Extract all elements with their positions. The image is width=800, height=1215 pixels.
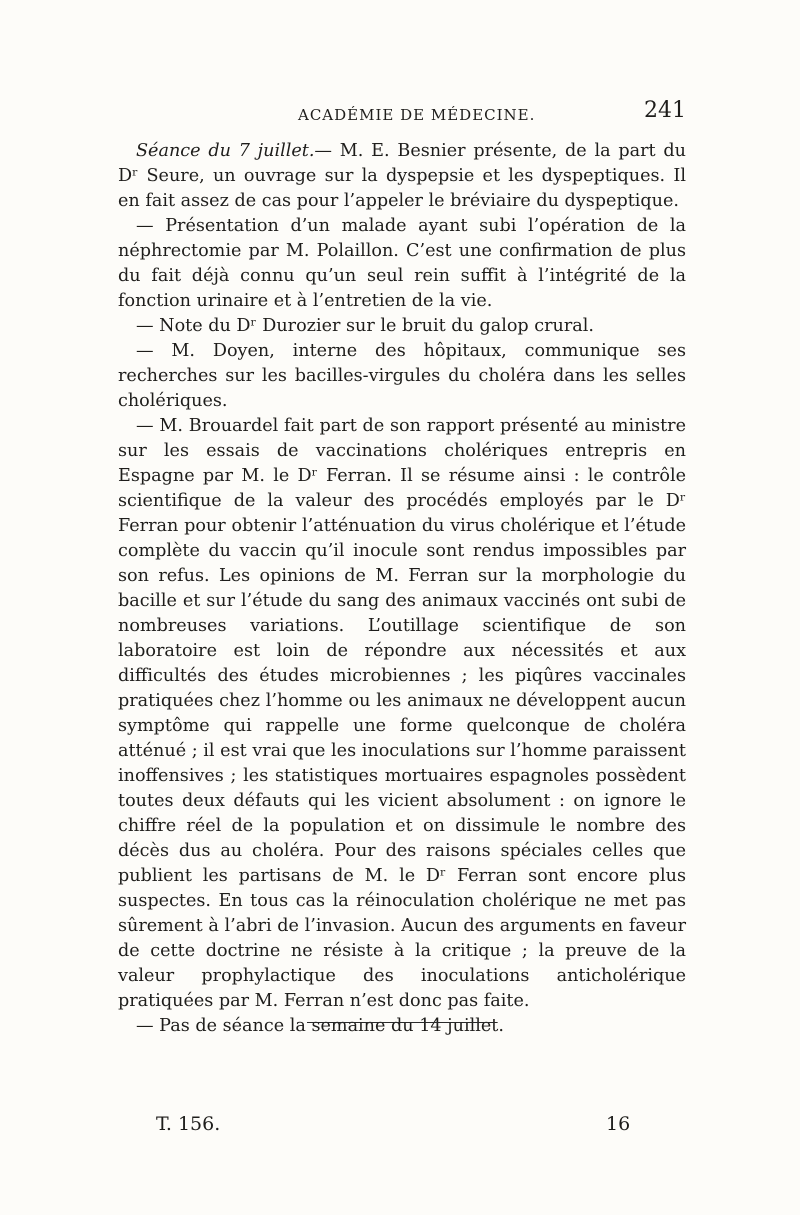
session-date-label: Séance du 7 juillet. [136,141,315,161]
paragraph-seance-text: — M. E. Besnier présente, de la part du Dʳ Seure, un ouvrage sur la dyspepsie et les dyspeptiques. Il en fait assez de cas pour l’appeler le bréviaire du dyspeptique. [118,141,686,211]
sheet-number: 16 [606,1113,631,1135]
paragraph-durozier: — Note du Dʳ Durozier sur le bruit du galop crural. [136,316,595,336]
paragraph-seance [118,139,686,214]
page-header [118,98,686,128]
paragraph-doyen: — M. Doyen, interne des hôpitaux, communique ses recherches sur les bacilles-virgules du choléra dans les selles cholériques. [118,341,686,411]
paragraph-brouardel: — M. Brouardel fait part de son rapport présenté au ministre sur les essais de vaccinations cholériques entrepris en Espagne par M. le Dʳ Ferran. Il se résume ainsi : le contrôle scientifique de la valeur des procédés employés par le Dʳ Ferran pour obtenir l’atténuation du virus cholérique et l’étude complète du vaccin qu’il inocule sont rendus impossibles par son refus. Les opinions de M. Ferran sur la morphologie du bacille et sur l’étude du sang des animaux vaccinés ont subi de nombreuses variations. L’outillage scientifique de son laboratoire est loin de répondre aux nécessités et aux difficultés des études microbiennes ; les piqûres vaccinales pratiquées chez l’homme ou les animaux ne développent aucun symptôme qui rappelle une forme quelconque de choléra atténué ; il est vrai que les inoculations sur l’homme paraissent inoffensives ; les statistiques mortuaires espagnoles possèdent toutes deux défauts qui les vicient absolument : on ignore le chiffre réel de la population et on dissimule le nombre des décès dus au choléra. Pour des raisons spéciales celles que publient les partisans de M. le Dʳ Ferran sont encore plus suspectes. En tous cas la réinoculation cholérique ne met pas sûrement à l’abri de l’invasion. Aucun des arguments en faveur de cette doctrine ne résiste à la critique ; la preuve de la valeur prophylactique des inoculations anticholérique pratiquées par M. Ferran n’est donc pas faite. [118,416,686,1011]
signature-mark: T. 156. [156,1113,221,1135]
paragraph-nephrectomie: — Présentation d’un malade ayant subi l’opération de la néphrectomie par M. Polaillon. C’est une confirmation de plus du fait déjà connu qu’un seul rein suffit à l’intégrité de la fonction urinaire et à l’entretien de la vie. [118,216,686,311]
running-title: ACADÉMIE DE MÉDECINE. [298,106,536,124]
page-number: 241 [644,98,686,123]
paragraph-no-session: — Pas de séance la semaine du 14 juillet. [136,1016,504,1036]
body-text [118,139,686,1039]
section-divider [307,1022,497,1023]
